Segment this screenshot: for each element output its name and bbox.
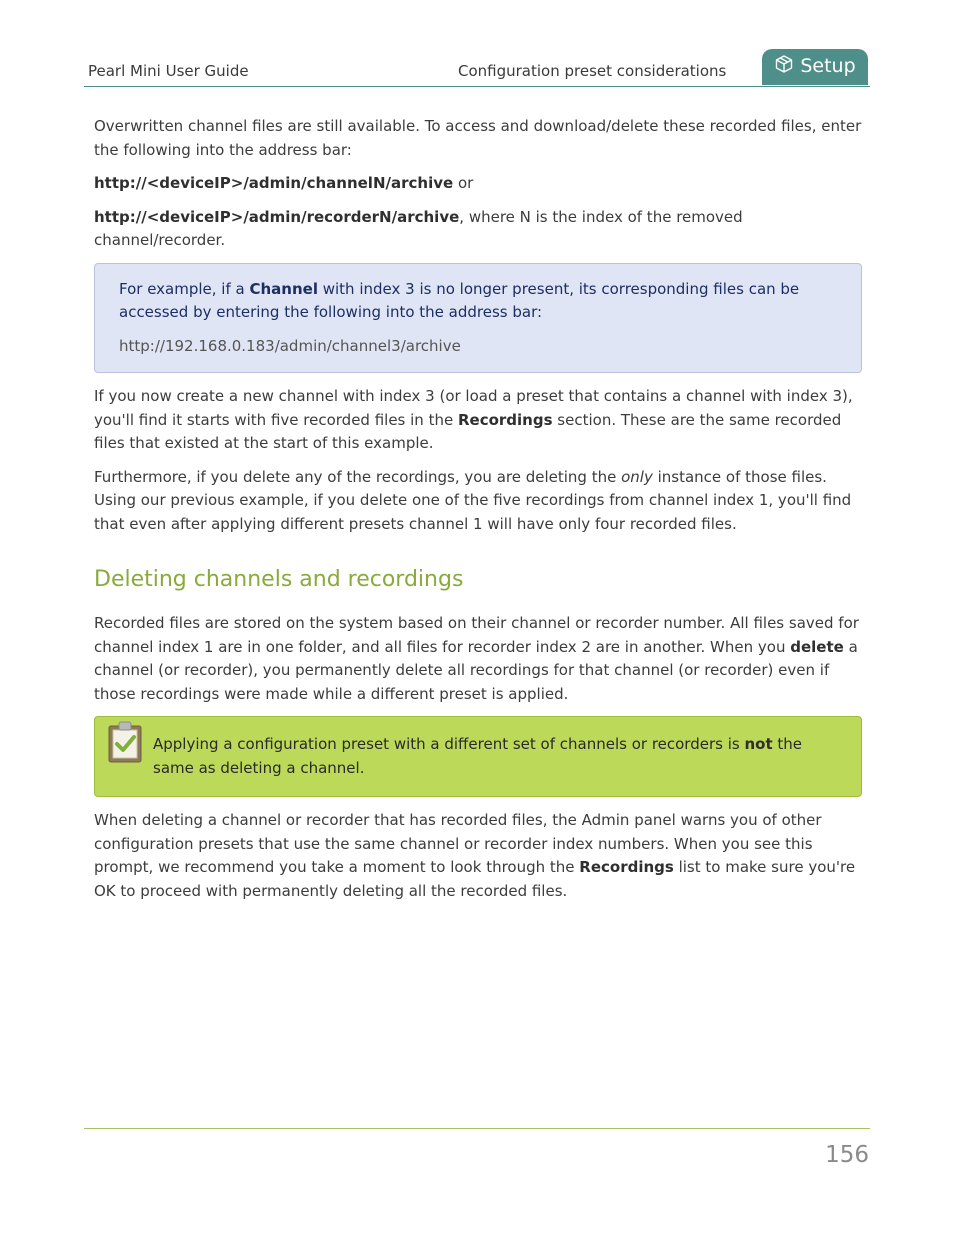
para5-before: When deleting a channel or recorder that has recorded files, the Admin panel warns you of other configuration presets that use the same channel or recorder index numbers. When you see this prompt, we recommend you take a moment to look through the xyxy=(94,811,822,876)
example-bold-channel: Channel xyxy=(249,279,318,298)
channel-archive-url: http://<deviceIP>/admin/channelN/archive xyxy=(94,174,454,192)
channel-archive-url-line xyxy=(94,172,862,196)
example-note-text xyxy=(119,278,837,325)
paragraph-delete-recordings xyxy=(94,466,862,537)
section-heading: Deleting channels and recordings xyxy=(94,567,464,592)
example-note xyxy=(94,263,862,374)
channel-archive-url-suffix: or xyxy=(453,174,474,192)
guide-title: Pearl Mini User Guide xyxy=(88,62,249,80)
paragraph-recorded-files-storage xyxy=(94,612,862,706)
recorder-archive-url: http://<deviceIP>/admin/recorderN/archive xyxy=(94,207,460,226)
paragraph-new-channel xyxy=(94,385,862,456)
para5-bold: Recordings xyxy=(579,858,674,876)
para2-after: section. These are the same recorded files that existed at the start of this example. xyxy=(94,410,842,452)
footer-divider xyxy=(84,1128,870,1129)
para4-before: Recorded files are stored on the system based on their channel or recorder number. All files saved for channel index 1 are in one folder, and all files for recorder index 2 are in another. When you xyxy=(94,614,859,656)
paragraph-admin-warning xyxy=(94,809,862,903)
setup-tab-label: Setup xyxy=(800,55,856,77)
example-text-after: with index 3 is no longer present, its corresponding files can be accessed by entering the following into the address bar: xyxy=(119,279,800,321)
tip-note-text xyxy=(153,733,837,780)
section-title: Configuration preset considerations xyxy=(458,62,727,80)
page-content xyxy=(94,115,862,913)
clipboard-check-icon xyxy=(106,720,144,764)
para4-after: a channel (or recorder), you permanently delete all recordings for that channel (or recorder) even if those recordings were made while a different preset is applied. xyxy=(94,637,858,703)
recorder-archive-url-suffix: , where N is the index of the removed channel/recorder. xyxy=(94,207,743,249)
tip-before: Applying a configuration preset with a different set of channels or recorders is xyxy=(153,735,745,753)
para3-italic: only xyxy=(621,467,653,486)
tip-bold: not xyxy=(744,735,773,753)
para2-bold: Recordings xyxy=(457,410,553,429)
para4-bold: delete xyxy=(790,637,844,656)
page-number: 156 xyxy=(825,1142,869,1168)
paragraph-archive-intro: Overwritten channel files are still available. To access and download/delete these recorded files, enter the following into the address bar: xyxy=(94,117,862,159)
header-divider xyxy=(84,86,870,87)
tip-note xyxy=(94,716,862,797)
example-text-before: For example, if a xyxy=(119,279,250,298)
para3-before: Furthermore, if you delete any of the recordings, you are deleting the xyxy=(94,467,622,486)
para5-after: list to make sure you're OK to proceed with permanently deleting all the recorded files. xyxy=(94,858,856,900)
recorder-archive-url-line xyxy=(94,206,862,253)
example-url: http://192.168.0.183/admin/channel3/archive xyxy=(119,336,461,355)
para3-after: instance of those files. Using our previous example, if you delete one of the five recordings from channel index 1, you'll find that even after applying different presets channel 1 will have only four recorded files. xyxy=(94,467,852,533)
para2-before: If you now create a new channel with index 3 (or load a preset that contains a channel with index 3), you'll find it starts with five recorded files in the xyxy=(94,387,853,429)
setup-tab[interactable] xyxy=(762,49,868,85)
tip-after: the same as deleting a channel. xyxy=(153,735,803,777)
cube-icon xyxy=(774,54,794,79)
